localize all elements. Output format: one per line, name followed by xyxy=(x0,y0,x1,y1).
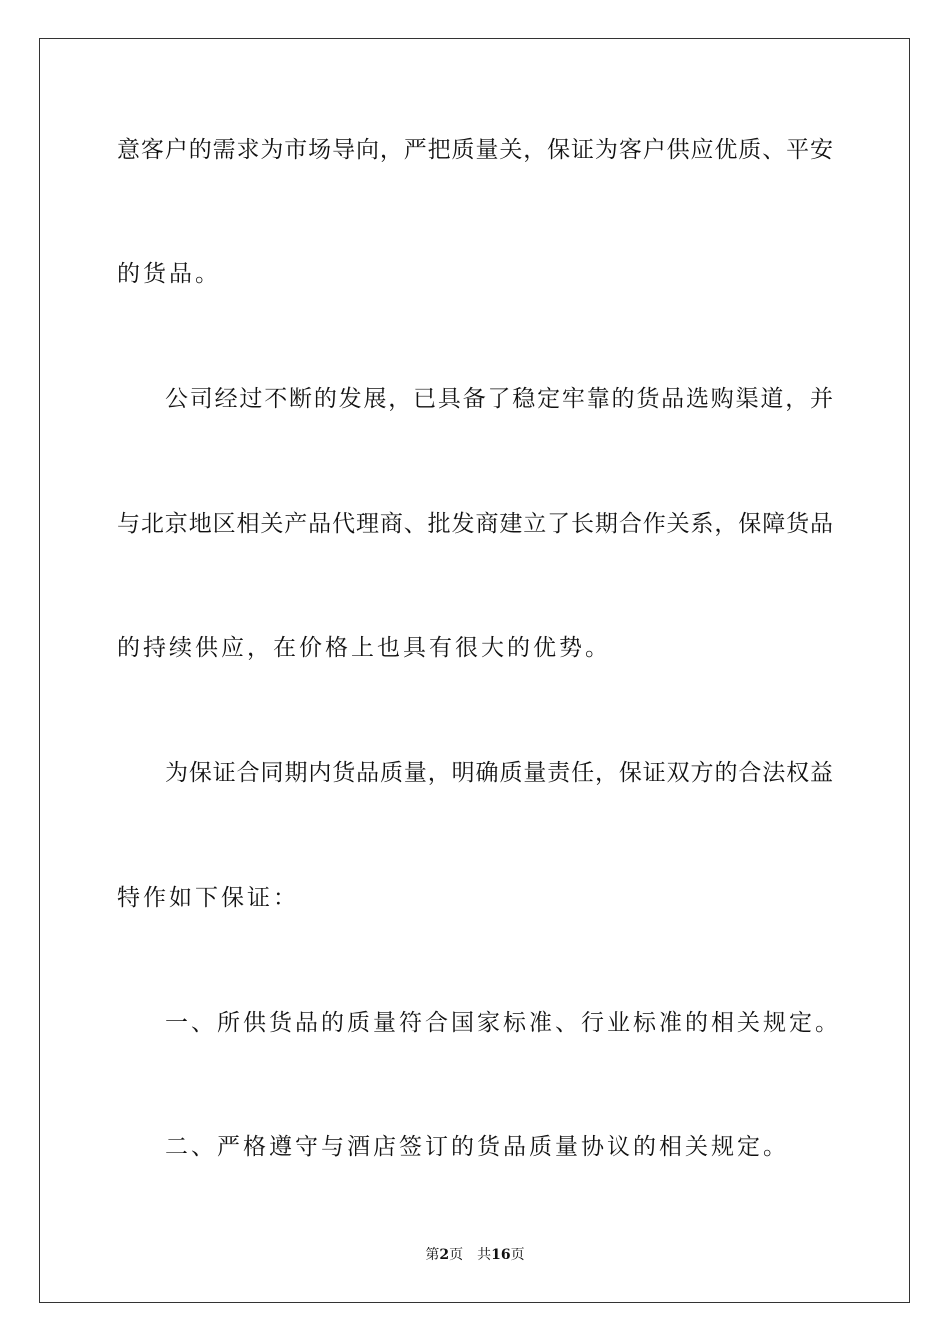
text-line-8: 一、所供货品的质量符合国家标准、行业标准的相关规定。 xyxy=(165,1010,841,1036)
footer-page-number: 2 xyxy=(439,1247,450,1263)
footer-total-prefix: 共 xyxy=(477,1247,492,1263)
text-line-5: 的持续供应，在价格上也具有很大的优势。 xyxy=(117,635,611,661)
footer-total-pages: 16 xyxy=(491,1247,511,1263)
text-line-7: 特作如下保证： xyxy=(117,885,299,911)
page-border xyxy=(39,38,910,1303)
text-line-4: 与北京地区相关产品代理商、批发商建立了长期合作关系，保障货品 xyxy=(117,511,833,537)
text-line-2: 的货品。 xyxy=(117,261,221,287)
text-line-9: 二、严格遵守与酒店签订的货品质量协议的相关规定。 xyxy=(165,1134,789,1160)
footer-page-suffix: 页 xyxy=(449,1247,464,1263)
text-line-1: 意客户的需求为市场导向，严把质量关，保证为客户供应优质、平安 xyxy=(117,137,833,163)
footer-page-prefix: 第 xyxy=(425,1247,440,1263)
text-line-6: 为保证合同期内货品质量，明确质量责任，保证双方的合法权益 xyxy=(165,760,833,786)
text-line-3: 公司经过不断的发展，已具备了稳定牢靠的货品选购渠道，并 xyxy=(165,386,833,412)
page-footer xyxy=(0,1245,950,1265)
footer-total-suffix: 页 xyxy=(510,1247,525,1263)
